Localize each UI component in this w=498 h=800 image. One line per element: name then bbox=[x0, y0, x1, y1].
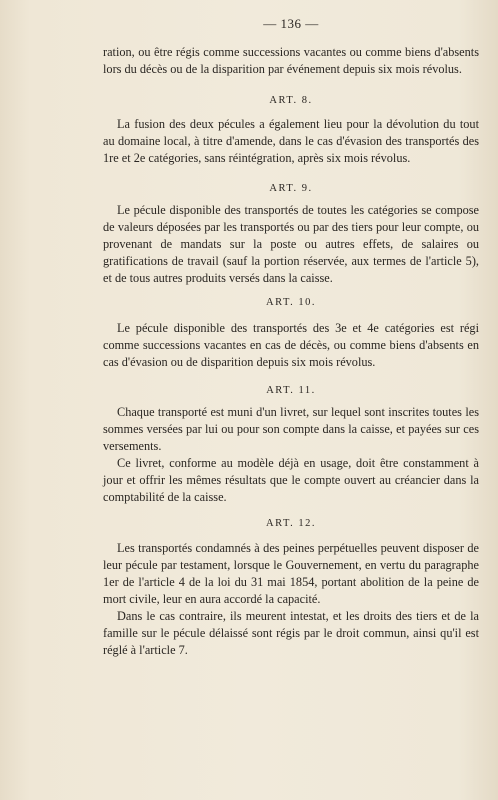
article-12-paragraph-2: Dans le cas contraire, ils meurent intestat, et les droits des tiers et de la famille sur le pécule délaissé sont régis par le droit commun, ainsi qu'il est réglé à l'article 7. bbox=[103, 609, 479, 657]
article-11-body bbox=[103, 404, 479, 506]
article-10-heading: ART. 10. bbox=[266, 297, 316, 308]
article-9-heading: ART. 9. bbox=[269, 183, 313, 194]
page-number: — 136 — bbox=[263, 16, 319, 31]
article-10-body bbox=[103, 320, 479, 371]
intro-paragraph bbox=[103, 44, 479, 78]
article-12-body bbox=[103, 540, 479, 659]
article-9-paragraph-1: Le pécule disponible des transportés de toutes les catégories se compose de valeurs déposées par les transportés ou par des tiers pour leur compte, ou provenant de mandats sur la poste ou autres effets, de salaires ou gratifications de travail (sauf la portion réservée, aux termes de l'article 5), et de tous autres produits versés dans la caisse. bbox=[103, 203, 479, 285]
article-12-paragraph-1: Les transportés condamnés à des peines perpétuelles peuvent disposer de leur pécule par testament, lorsque le Gouvernement, en vertu du paragraphe 1er de l'article 4 de la loi du 31 mai 1854, portant abolition de la peine de mort civile, leur en aura accordé la capacité. bbox=[103, 541, 479, 606]
article-8-paragraph-1: La fusion des deux pécules a également lieu pour la dévolution du tout au domaine local, à titre d'amende, dans le cas d'évasion des transportés des 1re et 2e catégories, sans réintégration, après six mois révolus. bbox=[103, 117, 479, 165]
article-11-paragraph-1: Chaque transporté est muni d'un livret, sur lequel sont inscrites toutes les sommes versées par lui ou pour son compte dans la caisse, et payées sur ces versements. bbox=[103, 405, 479, 453]
article-9-body bbox=[103, 202, 479, 287]
intro-text: ration, ou être régis comme successions vacantes ou comme biens d'absents lors du décès ou de la disparition par événement depuis six mois révolus. bbox=[103, 45, 479, 76]
article-10-paragraph-1: Le pécule disponible des transportés des 3e et 4e catégories est régi comme successions vacantes en cas de décès, ou comme biens d'absents en cas d'évasion ou de disparition depuis six mois révolus. bbox=[103, 321, 479, 369]
article-11-paragraph-2: Ce livret, conforme au modèle déjà en usage, doit être constamment à jour et offrir les mêmes résultats que le compte ouvert au créancier dans la comptabilité de la caisse. bbox=[103, 456, 479, 504]
article-8-heading: ART. 8. bbox=[269, 95, 313, 106]
article-8-body bbox=[103, 116, 479, 167]
article-11-heading: ART. 11. bbox=[266, 385, 316, 396]
article-12-heading: ART. 12. bbox=[266, 518, 316, 529]
